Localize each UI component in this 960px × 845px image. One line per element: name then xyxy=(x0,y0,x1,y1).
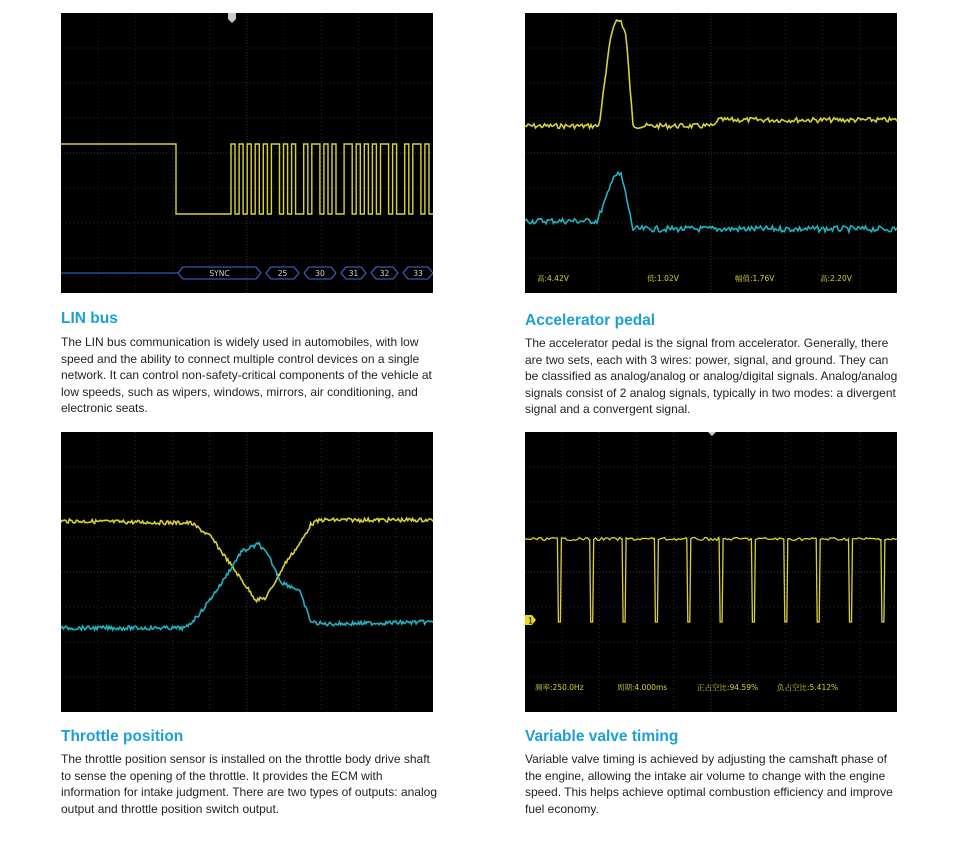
trigger-marker-icon xyxy=(228,13,236,23)
lin-bus-description: The LIN bus communication is widely used in automobiles, with low speed and the ability to connect multiple control devices on a single network. It can control non-safety-critical components of the vehicle at low speeds, such as wipers, windows, mirrors, air conditioning, and electronic seats. xyxy=(61,335,432,415)
measurement-readout: 幅值:1.76V xyxy=(735,274,775,283)
trigger-marker-icon xyxy=(708,432,716,436)
accelerator-pedal-title: Accelerator pedal xyxy=(525,312,656,329)
channel-1-label: 1 xyxy=(528,616,534,626)
decode-label: SYNC xyxy=(209,269,230,278)
lin-bus-title: LIN bus xyxy=(61,310,118,327)
measurement-readout: 低:1.02V xyxy=(647,274,679,283)
measurement-readout: 高:2.20V xyxy=(820,274,852,283)
measurement-readout: 负占空比:5.412% xyxy=(777,683,839,692)
throttle-waveform xyxy=(61,432,433,712)
measurement-readout: 周期:4.000ms xyxy=(617,683,668,692)
pedal-scope-screen xyxy=(525,13,897,293)
variable-valve-timing-title: Variable valve timing xyxy=(525,728,679,745)
measurement-readout: 高:4.42V xyxy=(537,274,569,283)
vvt-waveform xyxy=(525,432,897,712)
accelerator-pedal-description: The accelerator pedal is the signal from accelerator. Generally, there are two sets, each with 3 wires: power, signal, and ground. They can be classified as analog/analog or analog/digital signals. Analog/analog signals consist of 2 analog signals, typically in two modes: a divergent signal and a convergent signal. xyxy=(525,336,898,416)
throttle-position-title: Throttle position xyxy=(61,728,184,745)
vvt-scope-screen xyxy=(525,432,897,712)
measurement-readout: 频率:250.0Hz xyxy=(535,683,584,692)
measurement-readout: 正占空比:94.59% xyxy=(697,683,759,692)
lin-scope-screen xyxy=(61,13,433,293)
decode-label: 25 xyxy=(277,269,288,278)
decode-label: 30 xyxy=(315,269,325,278)
decode-label: 31 xyxy=(348,269,359,278)
channel-1-marker xyxy=(525,615,536,626)
throttle-position-description: The throttle position sensor is installed on the throttle body drive shaft to sense the opening of the throttle. It provides the ECM with information for intake judgment. There are two types of outputs: analog output and throttle position switch output. xyxy=(61,752,437,816)
variable-valve-timing-description: Variable valve timing is achieved by adjusting the camshaft phase of the engine, allowing the intake air volume to change with the engine speed. This helps achieve optimal combustion efficiency and improve fuel economy. xyxy=(525,752,893,816)
throttle-scope-screen xyxy=(61,432,433,712)
pedal-waveform xyxy=(525,13,897,293)
lin-waveform xyxy=(61,13,433,293)
decode-label: 32 xyxy=(379,269,390,278)
decode-label: 33 xyxy=(413,269,423,278)
